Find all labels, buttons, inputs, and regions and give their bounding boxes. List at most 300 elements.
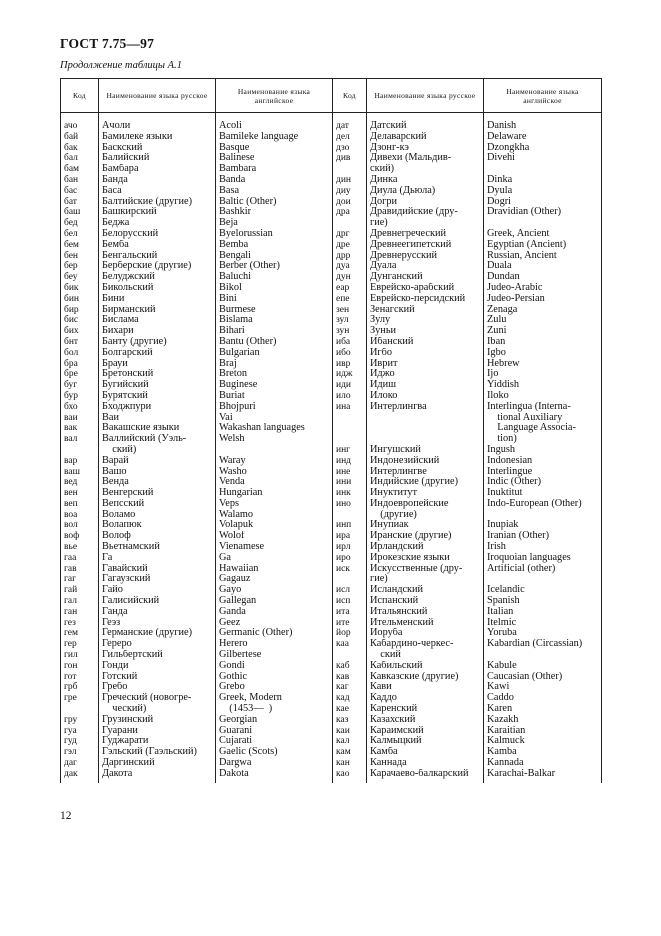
cell-code-left: гем	[61, 628, 99, 639]
table-row	[61, 477, 602, 488]
language-codes-table	[60, 78, 602, 783]
cell-name-ru-right: Зенагский	[367, 305, 484, 316]
cell-name-en-left: Guarani	[216, 726, 333, 737]
cell-name-ru-right	[367, 423, 484, 434]
table-row	[61, 175, 602, 186]
cell-code-right: дуа	[333, 261, 367, 272]
cell-name-ru-right: Кавказские (другие)	[367, 672, 484, 683]
table-row	[61, 434, 602, 445]
cell-name-ru-right: Караимский	[367, 726, 484, 737]
header-code-right: Код	[333, 79, 367, 113]
cell-name-en-left: Braj	[216, 359, 333, 370]
table-row	[61, 305, 602, 316]
cell-name-ru-right: Диула (Дьюла)	[367, 186, 484, 197]
cell-name-ru-left: Баскский	[99, 143, 216, 154]
cell-name-ru-left: Бикольский	[99, 283, 216, 294]
cell-name-en-right: Artificial (other)	[484, 564, 602, 575]
cell-code-right: епе	[333, 294, 367, 305]
cell-name-ru-left: ский)	[99, 445, 216, 456]
cell-name-en-left: Ganda	[216, 607, 333, 618]
cell-name-ru-left: Берберские (другие)	[99, 261, 216, 272]
cell-code-right: иск	[333, 564, 367, 575]
cell-name-ru-left: Бемба	[99, 240, 216, 251]
cell-name-ru-right: Еврейско-персидский	[367, 294, 484, 305]
cell-name-ru-left: Гереро	[99, 639, 216, 650]
cell-code-left: бер	[61, 261, 99, 272]
cell-name-ru-left: Даргинский	[99, 758, 216, 769]
cell-name-ru-right: Искусственные (дру-	[367, 564, 484, 575]
cell-name-ru-left: Валлийский (Уэль-	[99, 434, 216, 445]
cell-name-en-left: Bashkir	[216, 207, 333, 218]
cell-name-ru-right: Ибанский	[367, 337, 484, 348]
cell-name-en-left: Byelorussian	[216, 229, 333, 240]
cell-name-en-right: Kabule	[484, 661, 602, 672]
cell-code-left: бхо	[61, 402, 99, 413]
table-row	[61, 402, 602, 413]
cell-name-ru-left: Бамилеке языки	[99, 132, 216, 143]
cell-name-en-left: Volapuk	[216, 520, 333, 531]
cell-code-right	[333, 574, 367, 585]
table-row	[61, 413, 602, 424]
cell-code-left: бол	[61, 348, 99, 359]
cell-name-ru-left: Галисийский	[99, 596, 216, 607]
table-row	[61, 251, 602, 262]
cell-code-right: дел	[333, 132, 367, 143]
cell-name-ru-right	[367, 434, 484, 445]
table-row	[61, 661, 602, 672]
cell-code-left: грб	[61, 682, 99, 693]
cell-name-ru-right: Каренский	[367, 704, 484, 715]
table-row	[61, 650, 602, 661]
cell-name-en-right	[484, 650, 602, 661]
cell-name-ru-right: гие)	[367, 218, 484, 229]
cell-code-right: дрр	[333, 251, 367, 262]
table-row	[61, 639, 602, 650]
cell-name-en-right: Iban	[484, 337, 602, 348]
cell-code-left: гез	[61, 618, 99, 629]
cell-name-en-right: Indic (Other)	[484, 477, 602, 488]
cell-name-ru-left: Га	[99, 553, 216, 564]
table-header	[61, 79, 602, 113]
cell-code-right: кад	[333, 693, 367, 704]
table-row	[61, 542, 602, 553]
cell-code-right: див	[333, 153, 367, 164]
cell-name-en-right: Ingush	[484, 445, 602, 456]
cell-code-left: вед	[61, 477, 99, 488]
cell-name-en-right: Dyula	[484, 186, 602, 197]
cell-name-ru-right: ский)	[367, 164, 484, 175]
cell-code-right: дре	[333, 240, 367, 251]
cell-code-right: кав	[333, 672, 367, 683]
cell-name-en-left: Veps	[216, 499, 333, 510]
cell-name-ru-left: Германские (другие)	[99, 628, 216, 639]
cell-name-en-right: Russian, Ancient	[484, 251, 602, 262]
cell-code-left: бал	[61, 153, 99, 164]
cell-code-left: гил	[61, 650, 99, 661]
cell-name-en-right: Ijo	[484, 369, 602, 380]
cell-code-left: гай	[61, 585, 99, 596]
cell-code-right: ибо	[333, 348, 367, 359]
cell-name-en-left: Wakashan languages	[216, 423, 333, 434]
cell-name-en-right: Italian	[484, 607, 602, 618]
table-row	[61, 218, 602, 229]
cell-name-en-right: Karachai-Balkar	[484, 769, 602, 783]
cell-code-left: вье	[61, 542, 99, 553]
cell-code-right: ите	[333, 618, 367, 629]
cell-code-right: диу	[333, 186, 367, 197]
cell-code-left: вол	[61, 520, 99, 531]
cell-name-ru-right: Ингушский	[367, 445, 484, 456]
cell-name-en-right: Dinka	[484, 175, 602, 186]
table-row	[61, 272, 602, 283]
cell-name-en-right	[484, 574, 602, 585]
cell-code-left: бат	[61, 197, 99, 208]
cell-name-ru-left: Ганда	[99, 607, 216, 618]
cell-name-ru-left: Варай	[99, 456, 216, 467]
cell-name-en-right: Caucasian (Other)	[484, 672, 602, 683]
cell-name-en-right: Itelmic	[484, 618, 602, 629]
cell-code-right: кал	[333, 736, 367, 747]
cell-code-right: зен	[333, 305, 367, 316]
cell-name-en-left: Berber (Other)	[216, 261, 333, 272]
cell-code-left: бур	[61, 391, 99, 402]
table-row	[61, 294, 602, 305]
cell-code-left: гаг	[61, 574, 99, 585]
cell-code-left: ваш	[61, 467, 99, 478]
page-number: 12	[60, 810, 72, 822]
header-code-left: Код	[61, 79, 99, 113]
cell-name-ru-right: Зулу	[367, 315, 484, 326]
cell-name-en-right: Inuktitut	[484, 488, 602, 499]
cell-code-left: гот	[61, 672, 99, 683]
cell-name-en-right: Dogri	[484, 197, 602, 208]
cell-name-en-left: Germanic (Other)	[216, 628, 333, 639]
cell-name-en-right	[484, 510, 602, 521]
cell-name-ru-left: Бретонский	[99, 369, 216, 380]
cell-code-right: еар	[333, 283, 367, 294]
cell-name-en-right	[484, 164, 602, 175]
cell-name-ru-left: Банда	[99, 175, 216, 186]
cell-name-ru-right: Идиш	[367, 380, 484, 391]
cell-name-ru-left: Бини	[99, 294, 216, 305]
cell-name-ru-left: Гребо	[99, 682, 216, 693]
cell-name-ru-right: Индонезийский	[367, 456, 484, 467]
table-row	[61, 132, 602, 143]
cell-name-en-left: Beja	[216, 218, 333, 229]
cell-name-en-left: Banda	[216, 175, 333, 186]
cell-name-en-right: Iroquoian languages	[484, 553, 602, 564]
cell-code-left: веп	[61, 499, 99, 510]
cell-code-left: гре	[61, 693, 99, 704]
table-row	[61, 359, 602, 370]
cell-name-ru-right: Дзонг-кэ	[367, 143, 484, 154]
cell-name-en-right: Dravidian (Other)	[484, 207, 602, 218]
cell-code-right: йор	[333, 628, 367, 639]
cell-code-right: каи	[333, 726, 367, 737]
cell-name-en-right: Karen	[484, 704, 602, 715]
cell-code-right: дра	[333, 207, 367, 218]
cell-name-ru-right: Догри	[367, 197, 484, 208]
header-name-ru-right: Наименование языка русское	[367, 79, 484, 113]
cell-name-ru-left: Вакашские языки	[99, 423, 216, 434]
cell-name-ru-left: Вьетнамский	[99, 542, 216, 553]
cell-name-ru-left: Венда	[99, 477, 216, 488]
cell-name-ru-right: Дравидийские (дру-	[367, 207, 484, 218]
cell-name-en-left: Bantu (Other)	[216, 337, 333, 348]
cell-name-en-right: Interlingue	[484, 467, 602, 478]
table-row	[61, 618, 602, 629]
cell-name-en-right: Dzongkha	[484, 143, 602, 154]
cell-name-ru-left: Вепсский	[99, 499, 216, 510]
table-row	[61, 747, 602, 758]
cell-name-en-left: Grebo	[216, 682, 333, 693]
cell-code-left	[61, 704, 99, 715]
cell-name-en-left: Baltic (Other)	[216, 197, 333, 208]
cell-name-ru-right: Дивехи (Мальдив-	[367, 153, 484, 164]
cell-code-left: гон	[61, 661, 99, 672]
cell-code-left: вен	[61, 488, 99, 499]
cell-code-right: ира	[333, 531, 367, 542]
table-row	[61, 164, 602, 175]
cell-name-ru-right: Датский	[367, 113, 484, 132]
cell-name-ru-left: Балийский	[99, 153, 216, 164]
cell-name-en-right: Yiddish	[484, 380, 602, 391]
cell-code-left: бин	[61, 294, 99, 305]
cell-name-ru-left: Бенгальский	[99, 251, 216, 262]
cell-name-ru-left: Гильбертский	[99, 650, 216, 661]
cell-name-en-right: Indonesian	[484, 456, 602, 467]
cell-code-right: инг	[333, 445, 367, 456]
cell-code-right: инд	[333, 456, 367, 467]
cell-name-en-left: Greek, Modern	[216, 693, 333, 704]
cell-name-ru-right: ский	[367, 650, 484, 661]
table-row	[61, 315, 602, 326]
cell-name-en-left: Gaelic (Scots)	[216, 747, 333, 758]
cell-name-en-right: Divehi	[484, 153, 602, 164]
cell-name-en-left: Bini	[216, 294, 333, 305]
table-row	[61, 564, 602, 575]
cell-name-ru-right: Камба	[367, 747, 484, 758]
cell-name-en-left: Breton	[216, 369, 333, 380]
table-row	[61, 628, 602, 639]
header-name-en-right: Наименование языка английское	[484, 79, 602, 113]
cell-name-en-left: Baluchi	[216, 272, 333, 283]
cell-name-ru-right: Еврейско-арабский	[367, 283, 484, 294]
cell-code-left: бел	[61, 229, 99, 240]
cell-code-right	[333, 510, 367, 521]
cell-name-en-left: Herero	[216, 639, 333, 650]
cell-name-en-left: Balinese	[216, 153, 333, 164]
cell-name-en-left: Georgian	[216, 715, 333, 726]
cell-code-left: гуа	[61, 726, 99, 737]
cell-name-ru-right: Ирокезские языки	[367, 553, 484, 564]
cell-name-ru-left: Готский	[99, 672, 216, 683]
cell-name-ru-right: Илоко	[367, 391, 484, 402]
table-row	[61, 283, 602, 294]
cell-name-en-right: Yoruba	[484, 628, 602, 639]
cell-name-ru-right: Интерлингва	[367, 402, 484, 413]
table-row	[61, 574, 602, 585]
cell-name-ru-left: Бамбара	[99, 164, 216, 175]
cell-name-en-right: Kawi	[484, 682, 602, 693]
cell-name-ru-right: Динка	[367, 175, 484, 186]
cell-name-en-right: Duala	[484, 261, 602, 272]
cell-code-right: кан	[333, 758, 367, 769]
cell-name-en-left: Bamileke language	[216, 132, 333, 143]
cell-name-ru-left: Болгарский	[99, 348, 216, 359]
cell-name-ru-right: Каддо	[367, 693, 484, 704]
cell-name-en-left: Gagauz	[216, 574, 333, 585]
cell-name-en-right: Hebrew	[484, 359, 602, 370]
document-title: ГОСТ 7.75—97	[60, 36, 155, 51]
cell-name-en-left: Buriat	[216, 391, 333, 402]
cell-code-left: бак	[61, 143, 99, 154]
table-row	[61, 380, 602, 391]
cell-code-right: кае	[333, 704, 367, 715]
cell-code-left: бре	[61, 369, 99, 380]
cell-code-right	[333, 218, 367, 229]
cell-name-ru-right: Иранские (другие)	[367, 531, 484, 542]
cell-code-left: баш	[61, 207, 99, 218]
cell-name-ru-left: Баса	[99, 186, 216, 197]
cell-name-ru-right: Кабильский	[367, 661, 484, 672]
table-row	[61, 672, 602, 683]
cell-name-en-right: Icelandic	[484, 585, 602, 596]
cell-code-left: бен	[61, 251, 99, 262]
cell-code-left: бан	[61, 175, 99, 186]
cell-name-en-right: Dundan	[484, 272, 602, 283]
cell-code-left: бай	[61, 132, 99, 143]
cell-code-right: као	[333, 769, 367, 783]
cell-name-en-left: Vienamese	[216, 542, 333, 553]
cell-name-en-right: Kabardian (Circassian)	[484, 639, 602, 650]
table-row	[61, 186, 602, 197]
cell-code-right: каг	[333, 682, 367, 693]
cell-name-en-left: Burmese	[216, 305, 333, 316]
cell-name-ru-left: Греческий (новогре-	[99, 693, 216, 704]
cell-name-en-left: Waray	[216, 456, 333, 467]
cell-code-right: зун	[333, 326, 367, 337]
cell-name-en-right: Language Associa-	[484, 423, 602, 434]
cell-code-right: ирл	[333, 542, 367, 553]
cell-name-en-right: Greek, Ancient	[484, 229, 602, 240]
table-row	[61, 113, 602, 132]
cell-name-ru-left: Бугийский	[99, 380, 216, 391]
cell-name-en-right: Interlingua (Interna-	[484, 402, 602, 413]
cell-name-ru-left: Бходжпури	[99, 402, 216, 413]
cell-code-left: гэл	[61, 747, 99, 758]
cell-name-ru-right: Инуктитут	[367, 488, 484, 499]
cell-name-ru-right: Каннада	[367, 758, 484, 769]
table-row	[61, 197, 602, 208]
cell-code-left: бис	[61, 315, 99, 326]
cell-name-en-right: Inupiak	[484, 520, 602, 531]
cell-name-ru-right: Иджо	[367, 369, 484, 380]
cell-name-en-right: Caddo	[484, 693, 602, 704]
table-row	[61, 726, 602, 737]
cell-name-en-left: Bihari	[216, 326, 333, 337]
cell-code-left: гав	[61, 564, 99, 575]
cell-name-en-right: Kazakh	[484, 715, 602, 726]
cell-code-right: ини	[333, 477, 367, 488]
table-row	[61, 229, 602, 240]
cell-name-ru-left: Гонди	[99, 661, 216, 672]
cell-code-right: каз	[333, 715, 367, 726]
cell-name-ru-left: Белорусский	[99, 229, 216, 240]
table-continuation-caption: Продолжение таблицы А.1	[60, 60, 182, 71]
cell-code-right: исп	[333, 596, 367, 607]
header-name-ru-left: Наименование языка русское	[99, 79, 216, 113]
cell-name-ru-right: Кабардино-черкес-	[367, 639, 484, 650]
cell-name-en-left	[216, 445, 333, 456]
cell-code-right: каб	[333, 661, 367, 672]
cell-name-en-right: Indo-European (Other)	[484, 499, 602, 510]
cell-code-right	[333, 413, 367, 424]
cell-name-en-right: Iloko	[484, 391, 602, 402]
cell-name-ru-right: Древнерусский	[367, 251, 484, 262]
cell-code-left: бир	[61, 305, 99, 316]
cell-name-ru-right: Индоевропейские	[367, 499, 484, 510]
cell-code-left: гер	[61, 639, 99, 650]
header-name-en-left: Наименование языка английское	[216, 79, 333, 113]
cell-name-en-right: Zulu	[484, 315, 602, 326]
table-row	[61, 488, 602, 499]
table-row	[61, 456, 602, 467]
cell-name-en-left: Hungarian	[216, 488, 333, 499]
cell-name-ru-left: Башкирский	[99, 207, 216, 218]
cell-code-left: бих	[61, 326, 99, 337]
table-row	[61, 391, 602, 402]
cell-code-right: ило	[333, 391, 367, 402]
cell-name-ru-right: Древнегреческий	[367, 229, 484, 240]
cell-name-ru-right: Дунганский	[367, 272, 484, 283]
cell-name-en-right: Egyptian (Ancient)	[484, 240, 602, 251]
cell-code-left: ган	[61, 607, 99, 618]
table-row	[61, 769, 602, 783]
cell-name-en-right: Kamba	[484, 747, 602, 758]
cell-name-ru-left: Гайо	[99, 585, 216, 596]
cell-code-left: воф	[61, 531, 99, 542]
cell-name-en-left: Washo	[216, 467, 333, 478]
cell-code-left: вак	[61, 423, 99, 434]
cell-code-left: беу	[61, 272, 99, 283]
cell-code-right: ивр	[333, 359, 367, 370]
cell-code-right: инп	[333, 520, 367, 531]
cell-code-left: ачо	[61, 113, 99, 132]
cell-name-ru-right: Делаварский	[367, 132, 484, 143]
cell-name-en-left: Gayo	[216, 585, 333, 596]
cell-name-en-left: Bemba	[216, 240, 333, 251]
cell-name-en-right: Igbo	[484, 348, 602, 359]
cell-code-right: дрг	[333, 229, 367, 240]
cell-code-left: бра	[61, 359, 99, 370]
cell-name-en-right: Judeo-Arabic	[484, 283, 602, 294]
cell-name-en-left: Gilbertese	[216, 650, 333, 661]
cell-code-left: ваи	[61, 413, 99, 424]
cell-name-ru-right: гие)	[367, 574, 484, 585]
table-row	[61, 596, 602, 607]
cell-name-ru-right: Иврит	[367, 359, 484, 370]
cell-name-en-right	[484, 218, 602, 229]
table-row	[61, 682, 602, 693]
cell-name-en-left: Bulgarian	[216, 348, 333, 359]
cell-code-right: ине	[333, 467, 367, 478]
cell-code-left: буг	[61, 380, 99, 391]
table-row	[61, 143, 602, 154]
cell-code-right: каа	[333, 639, 367, 650]
cell-name-ru-left: Бирманский	[99, 305, 216, 316]
cell-name-ru-right: Инупиак	[367, 520, 484, 531]
